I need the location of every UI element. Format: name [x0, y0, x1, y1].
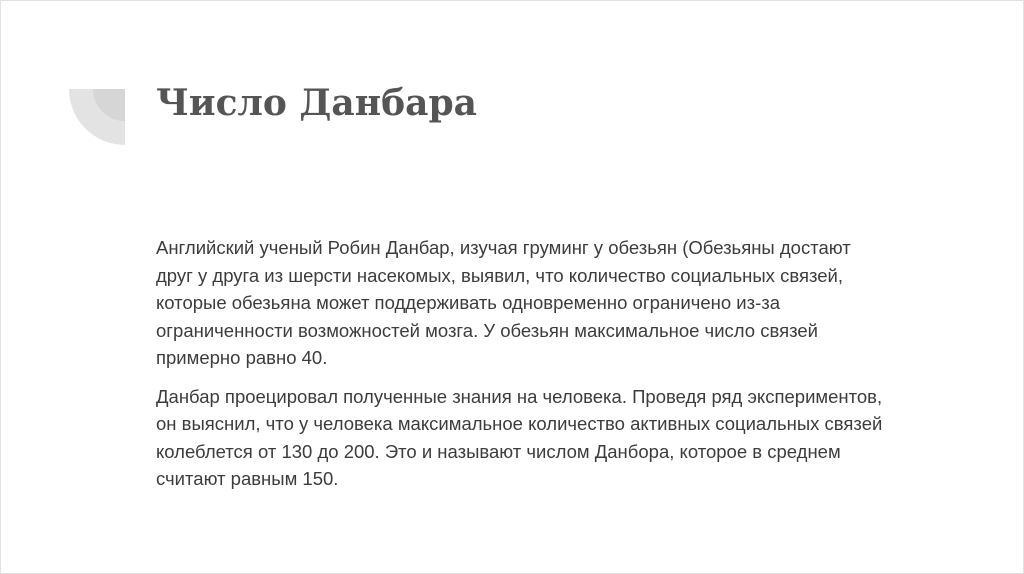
paragraph-1 [156, 234, 926, 372]
paragraph-line: считают равным 150. [156, 468, 339, 489]
paragraph-2 [156, 383, 926, 493]
paragraph-line: примерно равно 40. [156, 347, 328, 368]
slide-body [156, 234, 926, 504]
corner-decoration [1, 1, 131, 151]
paragraph-line: ограниченности возможностей мозга. У обезьян максимальное число связей [156, 319, 818, 341]
paragraph-line: колеблется от 130 до 200. Это и называют числом Данбора, которое в среднем [156, 440, 841, 462]
paragraph-line: друг у друга из шерсти насекомых, выявил, что количество социальных связей, [156, 264, 844, 286]
paragraph-line: которые обезьяна может поддерживать одновременно ограничено из-за [156, 292, 781, 313]
paragraph-line: Английский ученый Робин Данбар, изучая груминг у обезьян (Обезьяны достают [156, 237, 851, 258]
paragraph-line: Данбар проецировал полученные знания на человека. Проведя ряд экспериментов, [156, 385, 883, 407]
slide-title: Число Данбара [156, 82, 477, 124]
paragraph-line: он выяснил, что у человека максимальное количество активных социальных связей [156, 413, 883, 434]
